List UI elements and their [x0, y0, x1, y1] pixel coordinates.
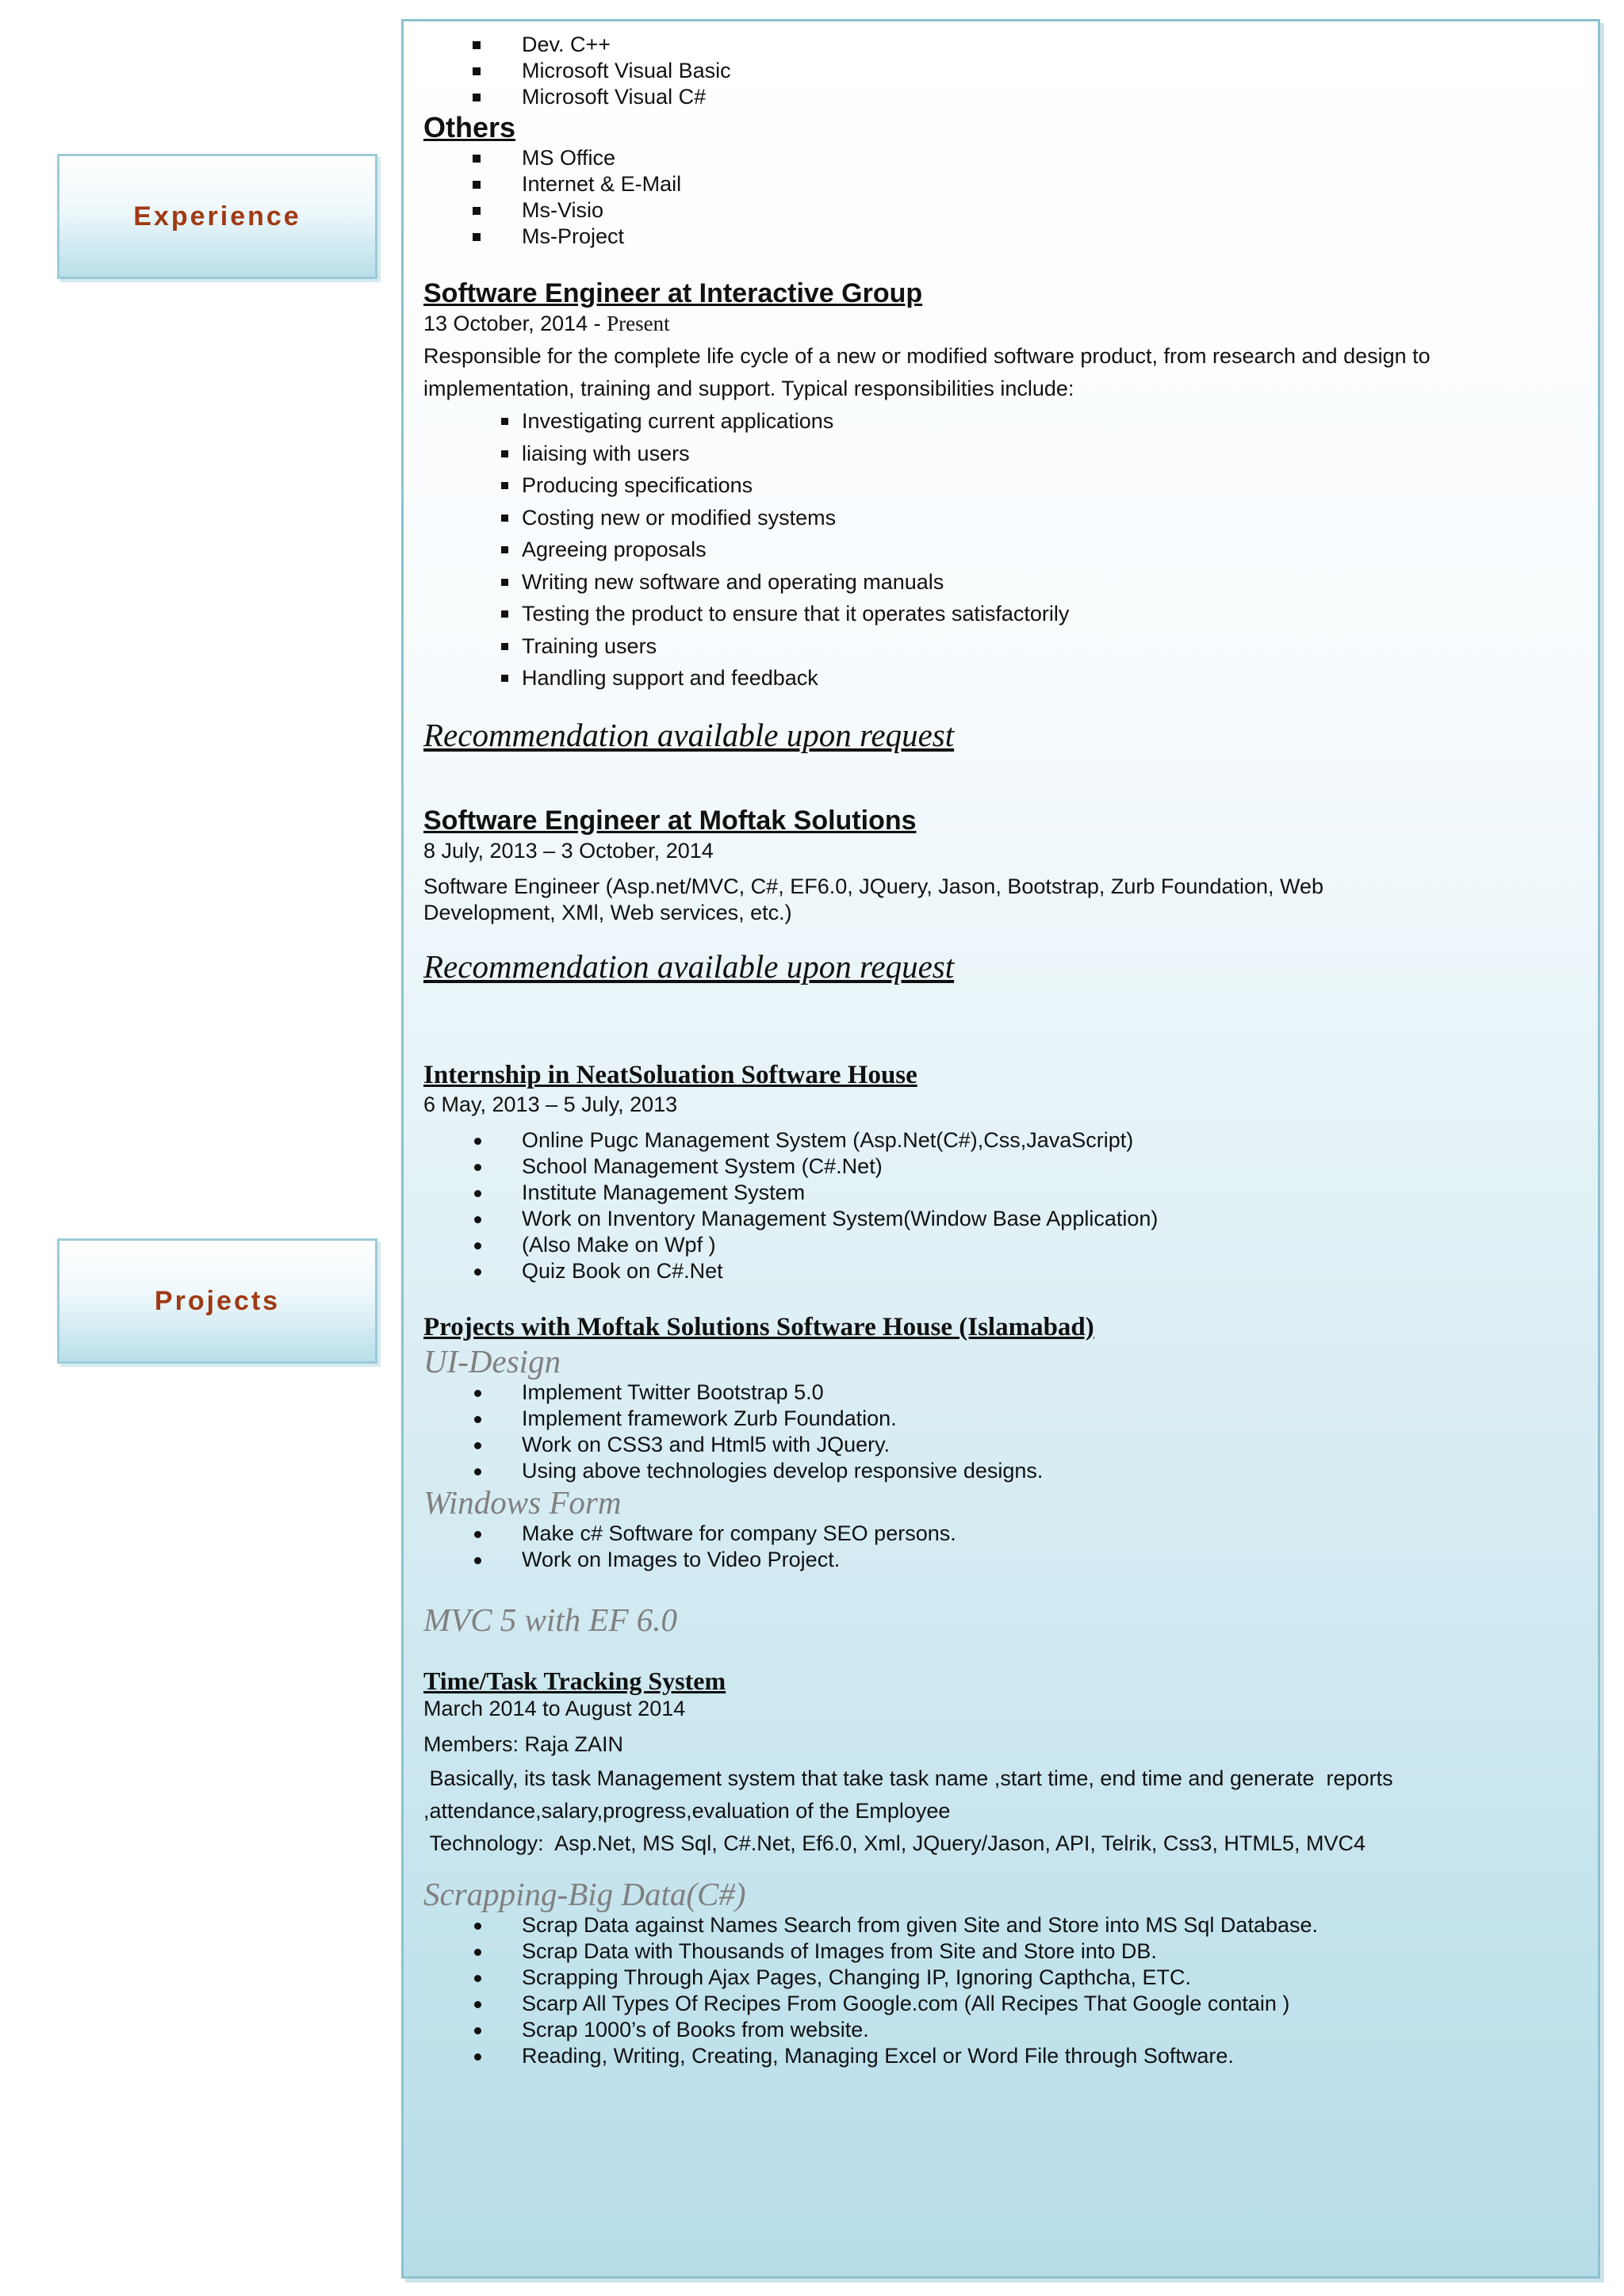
mvc-heading: MVC 5 with EF 6.0	[423, 1601, 678, 1638]
list-item: Microsoft Visual C#	[423, 84, 1581, 110]
list-item: (Also Make on Wpf )	[423, 1232, 1581, 1258]
list-item: Handling support and feedback	[423, 662, 1581, 695]
list-item: Training users	[423, 630, 1581, 663]
windows-form-heading: Windows Form	[423, 1483, 622, 1521]
list-item: Work on CSS3 and Html5 with JQuery.	[423, 1432, 1581, 1458]
list-item: Implement framework Zurb Foundation.	[423, 1406, 1581, 1432]
internship-title: Internship in NeatSoluation Software House	[423, 1060, 917, 1089]
list-item: Microsoft Visual Basic	[423, 58, 1581, 84]
projects-label-text: Projects	[154, 1285, 281, 1316]
tracking-members: Members: Raja ZAIN	[423, 1732, 624, 1756]
list-item: Scrapping Through Ajax Pages, Changing IP, Ignoring Capthcha, ETC.	[423, 1965, 1581, 1991]
ui-design-list	[423, 1380, 1581, 1484]
others-list	[423, 145, 1581, 250]
job2-recommendation: Recommendation available upon request	[423, 947, 955, 985]
tracking-description: Basically, its task Management system that take task name ,start time, end time and generate reports ,attendance,salary,progress,evaluation of the Employee	[423, 1766, 1400, 1823]
experience-section-label	[57, 154, 377, 279]
list-item: Scrap Data against Names Search from given Site and Store into MS Sql Database.	[423, 1912, 1581, 1938]
list-item: Scrap Data with Thousands of Images from Site and Store into DB.	[423, 1938, 1581, 1965]
list-item: School Management System (C#.Net)	[423, 1154, 1581, 1180]
job1-responsibilities	[423, 405, 1581, 695]
internship-list	[423, 1127, 1581, 1284]
job1-date	[423, 310, 1581, 337]
list-item: Work on Images to Video Project.	[423, 1547, 1581, 1573]
list-item: Investigating current applications	[423, 405, 1581, 438]
skills-list	[423, 32, 1581, 110]
list-item: Dev. C++	[423, 32, 1581, 58]
list-item: Reading, Writing, Creating, Managing Excel or Word File through Software.	[423, 2043, 1581, 2069]
list-item: Scarp All Types Of Recipes From Google.com (All Recipes That Google contain )	[423, 1991, 1581, 2017]
job2-description-line1: Software Engineer (Asp.net/MVC, C#, EF6.0, JQuery, Jason, Bootstrap, Zurb Foundation, Web	[423, 874, 1324, 898]
list-item: Quiz Book on C#.Net	[423, 1258, 1581, 1284]
list-item: Testing the product to ensure that it operates satisfactorily	[423, 598, 1581, 630]
job2-description-line2: Development, XMl, Web services, etc.)	[423, 900, 792, 924]
list-item: Writing new software and operating manuals	[423, 566, 1581, 599]
projects-section-label	[57, 1238, 377, 1364]
scrapping-heading: Scrapping-Big Data(C#)	[423, 1875, 746, 1912]
list-item: liaising with users	[423, 438, 1581, 470]
list-item: Producing specifications	[423, 469, 1581, 502]
list-item: Work on Inventory Management System(Window Base Application)	[423, 1206, 1581, 1232]
resume-content	[423, 32, 1581, 2069]
ui-design-heading: UI-Design	[423, 1342, 561, 1380]
job1-description: Responsible for the complete life cycle of a new or modified software product, from research and design to implementation, training and support. Typical responsibilities include:	[423, 344, 1431, 400]
windows-form-list	[423, 1521, 1581, 1573]
job1-date-start: 13 October, 2014 -	[423, 312, 607, 335]
job2-title: Software Engineer at Moftak Solutions	[423, 805, 917, 836]
job1-recommendation: Recommendation available upon request	[423, 716, 955, 753]
tracking-date: March 2014 to August 2014	[423, 1696, 686, 1720]
tracking-title: Time/Task Tracking System	[423, 1666, 726, 1695]
projects-title: Projects with Moftak Solutions Software House (Islamabad)	[423, 1312, 1094, 1341]
list-item: Ms-Project	[423, 224, 1581, 250]
scrapping-list	[423, 1912, 1581, 2069]
list-item: MS Office	[423, 145, 1581, 171]
list-item: Implement Twitter Bootstrap 5.0	[423, 1380, 1581, 1406]
experience-label-text: Experience	[133, 201, 301, 232]
list-item: Ms-Visio	[423, 197, 1581, 224]
list-item: Institute Management System	[423, 1180, 1581, 1206]
list-item: Online Pugc Management System (Asp.Net(C#),Css,JavaScript)	[423, 1127, 1581, 1154]
list-item: Agreeing proposals	[423, 534, 1581, 566]
job1-title: Software Engineer at Interactive Group	[423, 278, 923, 308]
list-item: Make c# Software for company SEO persons.	[423, 1521, 1581, 1547]
list-item: Scrap 1000’s of Books from website.	[423, 2017, 1581, 2043]
list-item: Costing new or modified systems	[423, 502, 1581, 534]
internship-date: 6 May, 2013 – 5 July, 2013	[423, 1092, 678, 1116]
tracking-technology: Technology: Asp.Net, MS Sql, C#.Net, Ef6.0, Xml, JQuery/Jason, API, Telrik, Css3, HTML5, MVC4	[423, 1831, 1365, 1855]
list-item: Using above technologies develop responsive designs.	[423, 1458, 1581, 1484]
job1-date-end: Present	[607, 312, 670, 335]
others-heading: Others	[423, 111, 516, 144]
job2-date: 8 July, 2013 – 3 October, 2014	[423, 838, 714, 863]
list-item: Internet & E-Mail	[423, 171, 1581, 197]
